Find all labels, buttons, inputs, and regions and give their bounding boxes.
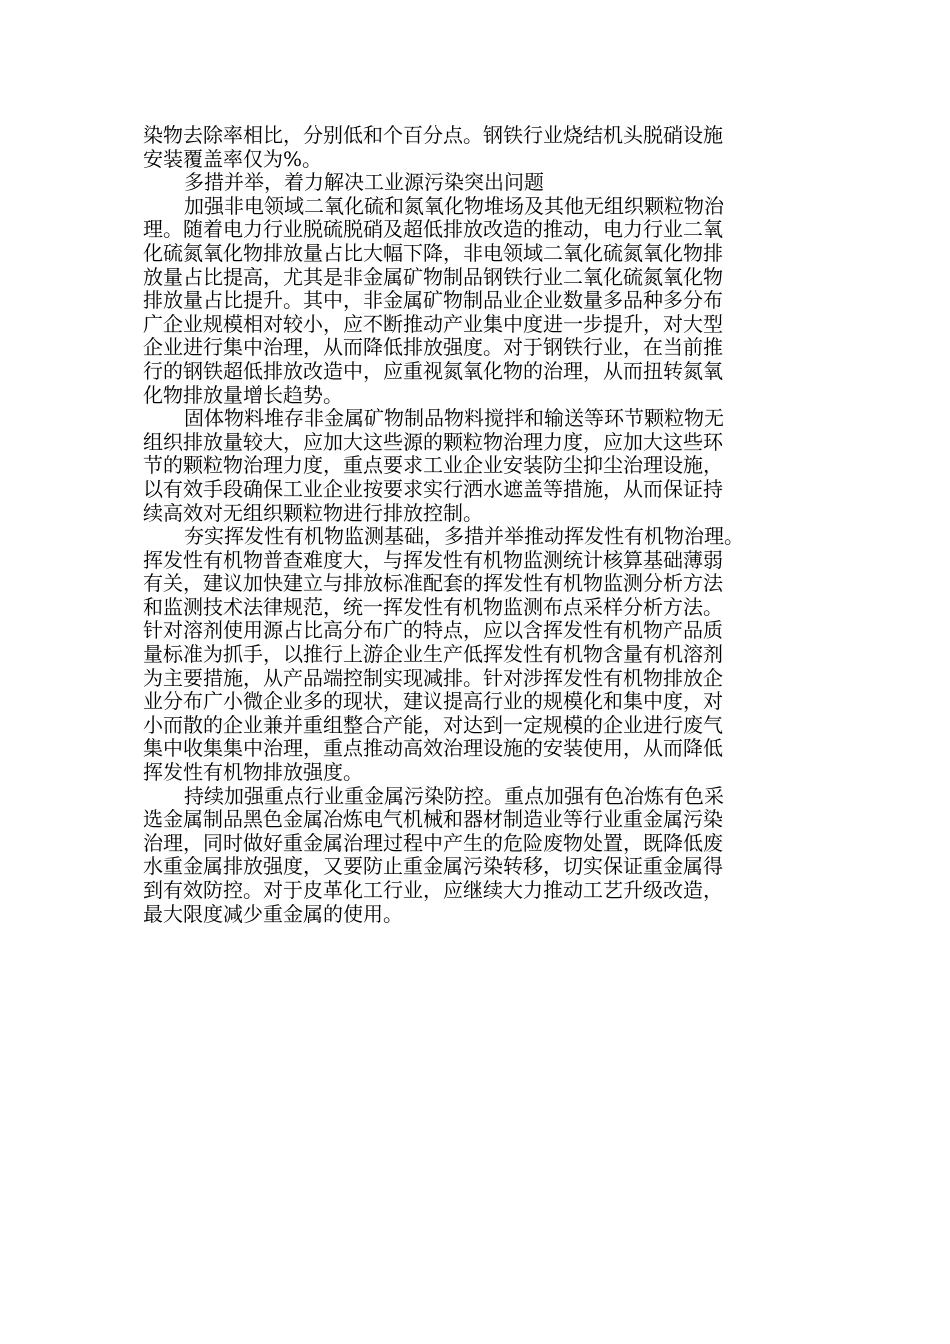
text-line: 到有效防控。对于皮革化工行业，应继续大力推动工艺升级改造， xyxy=(143,878,723,902)
text-line: 和监测技术法律规范，统一挥发性有机物监测布点采样分析方法。 xyxy=(143,594,723,619)
text-line: 化硫氮氧化物排放量占比大幅下降，非电领域二氧化硫氮氧化物排 xyxy=(143,240,723,265)
text-line: 排放量占比提升。其中，非金属矿物制品业企业数量多品种多分布 xyxy=(143,288,723,313)
text-line: 针对溶剂使用源占比高分布广的特点，应以含挥发性有机物产品质 xyxy=(143,618,723,643)
text-line: 安装覆盖率仅为%。 xyxy=(143,146,323,171)
text-line: 企业进行集中治理，从而降低排放强度。对于钢铁行业，在当前推 xyxy=(143,335,723,360)
text-line: 水重金属排放强度，又要防止重金属污染转移，切实保证重金属得 xyxy=(143,854,723,879)
text-line: 选金属制品黑色金属冶炼电气机械和器材制造业等行业重金属污染 xyxy=(143,807,723,832)
text-line: 加强非电领域二氧化硫和氮氧化物堆场及其他无组织颗粒物治 xyxy=(184,193,724,218)
document-body xyxy=(143,124,807,926)
text-line: 挥发性有机物排放强度。 xyxy=(143,760,363,785)
text-line: 组织排放量较大，应加大这些源的颗粒物治理力度，应加大这些环 xyxy=(143,429,723,454)
text-line: 固体物料堆存非金属矿物制品物料搅拌和输送等环节颗粒物无 xyxy=(184,406,724,431)
text-line: 挥发性有机物普查难度大，与挥发性有机物监测统计核算基础薄弱 xyxy=(143,547,723,572)
text-line: 为主要措施，从产品端控制实现减排。针对涉挥发性有机物排放企 xyxy=(143,665,723,690)
text-line: 放量占比提高，尤其是非金属矿物制品钢铁行业二氧化硫氮氧化物 xyxy=(143,264,723,289)
text-line: 染物去除率相比，分别低和个百分点。钢铁行业烧结机头脱硝设施 xyxy=(143,123,723,147)
text-line: 小而散的企业兼并重组整合产能，对达到一定规模的企业进行废气 xyxy=(143,712,723,737)
text-line: 集中收集集中治理，重点推动高效治理设施的安装使用，从而降低 xyxy=(143,736,723,761)
text-line: 业分布广小微企业多的现状，建议提高行业的规模化和集中度，对 xyxy=(143,689,723,714)
text-line: 量标准为抓手，以推行上游企业生产低挥发性有机物含量有机溶剂 xyxy=(143,642,723,667)
text-line: 续高效对无组织颗粒物进行排放控制。 xyxy=(143,500,483,525)
text-line: 以有效手段确保工业企业按要求实行洒水遮盖等措施，从而保证持 xyxy=(143,476,723,501)
text-line: 理。随着电力行业脱硫脱硝及超低排放改造的推动，电力行业二氧 xyxy=(143,217,723,242)
text-line: 有关，建议加快建立与排放标准配套的挥发性有机物监测分析方法 xyxy=(143,571,723,596)
text-line: 节的颗粒物治理力度，重点要求工业企业安装防尘抑尘治理设施， xyxy=(143,453,723,478)
text-line: 化物排放量增长趋势。 xyxy=(143,382,343,407)
text-line: 行的钢铁超低排放改造中，应重视氮氧化物的治理，从而扭转氮氧 xyxy=(143,358,723,383)
text-line: 夯实挥发性有机物监测基础，多措并举推动挥发性有机物治理。 xyxy=(184,524,744,549)
text-line: 持续加强重点行业重金属污染防控。重点加强有色冶炼有色采 xyxy=(184,783,724,808)
text-line: 最大限度减少重金属的使用。 xyxy=(143,901,403,926)
text-line: 广企业规模相对较小，应不断推动产业集中度进一步提升，对大型 xyxy=(143,311,723,336)
text-line: 治理，同时做好重金属治理过程中产生的危险废物处置，既降低废 xyxy=(143,830,723,855)
text-line: 多措并举，着力解决工业源污染突出问题 xyxy=(184,170,544,195)
